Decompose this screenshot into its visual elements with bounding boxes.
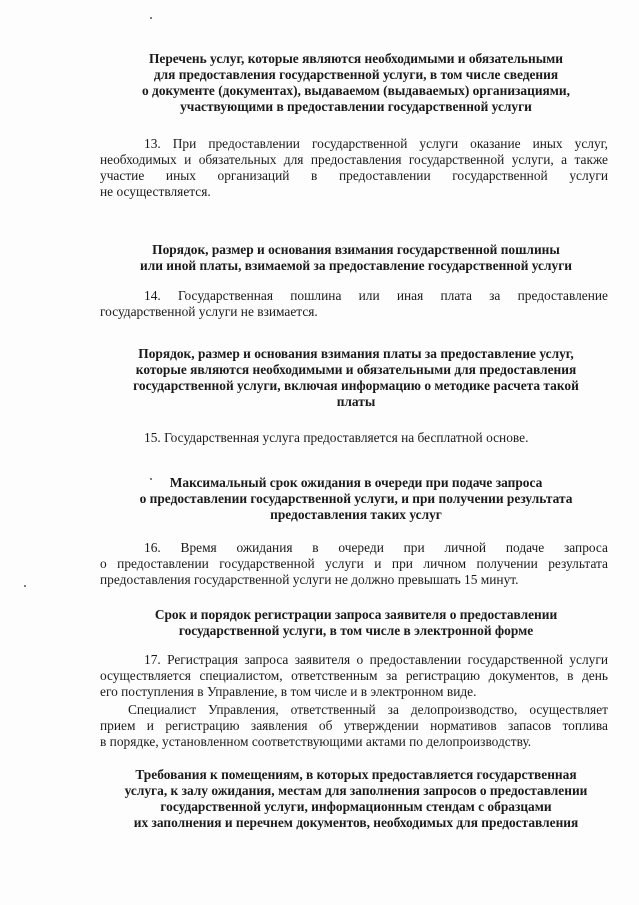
paragraph-line: необходимых и обязательных для предоставления государственной услуги, а также: [100, 152, 608, 167]
section-heading: Порядок, размер и основания взимания платы за предоставление услуг, которые являются необходимыми и обязательными для предоставления государственной услуги, включая информацию о методике расчета такой платы: [133, 346, 579, 409]
paragraph-line: 17. Регистрация запроса заявителя о предоставлении государственной услуги: [144, 652, 608, 667]
section-heading: Срок и порядок регистрации запроса заявителя о предоставлении государственной услуги, в том числе в электронной форме: [154, 607, 558, 638]
paragraph-line: прием и регистрацию заявления об утверждении нормативов запасов топлива: [100, 718, 608, 733]
section-heading: Порядок, размер и основания взимания государственной пошлины или иной платы, взимаемой за предоставление государственной услуги: [139, 242, 572, 273]
paragraph-line: Специалист Управления, ответственный за делопроизводство, осуществляет: [128, 702, 608, 717]
paragraph-line: государственной услуги не взимается.: [100, 304, 318, 319]
scan-speck: [24, 585, 26, 587]
paragraph: [100, 702, 608, 750]
paragraph: [100, 430, 608, 446]
paragraph: [100, 136, 608, 200]
paragraph-line: 13. При предоставлении государственной услуги оказание иных услуг,: [144, 136, 608, 151]
paragraph-line: предоставления государственной услуги не должно превышать 15 минут.: [100, 572, 519, 587]
paragraph: [100, 652, 608, 700]
scan-speck: [150, 17, 152, 19]
paragraph-line: не осуществляется.: [100, 184, 211, 199]
section-heading: Перечень услуг, которые являются необходимыми и обязательными для предоставления государственной услуги, в том числе сведения о документе (документах), выдаваемом (выдаваемых) организациями, участвующими в предоставлении государственной услуги: [142, 51, 570, 114]
paragraph-line: 15. Государственная услуга предоставляется на бесплатной основе.: [144, 430, 529, 445]
paragraph-line: осуществляется специалистом, ответственным за регистрацию документов, в день: [100, 668, 608, 683]
section-heading: Требования к помещениям, в которых предоставляется государственная услуга, к залу ожидания, местам для заполнения запросов о предоставлении государственной услуги, информационным стендам с образцами их заполнения и перечнем документов, необходимых для предоставления: [124, 767, 588, 830]
paragraph-line: участие иных организаций в предоставлении государственной услуги: [100, 168, 608, 183]
paragraph-line: в порядке, установленном соответствующими актами по делопроизводству.: [100, 734, 532, 749]
paragraph: [100, 540, 608, 588]
paragraph: [100, 288, 608, 320]
paragraph-line: о предоставлении государственной услуги и при личном получении результата: [100, 556, 608, 571]
section-heading: Максимальный срок ожидания в очереди при подаче запроса о предоставлении государственной услуги, и при получении результата предоставления таких услуг: [139, 475, 573, 522]
paragraph-line: 14. Государственная пошлина или иная плата за предоставление: [144, 288, 608, 303]
paragraph-line: 16. Время ожидания в очереди при личной подаче запроса: [144, 540, 608, 555]
paragraph-line: его поступления в Управление, в том числе и в электронном виде.: [100, 684, 477, 699]
